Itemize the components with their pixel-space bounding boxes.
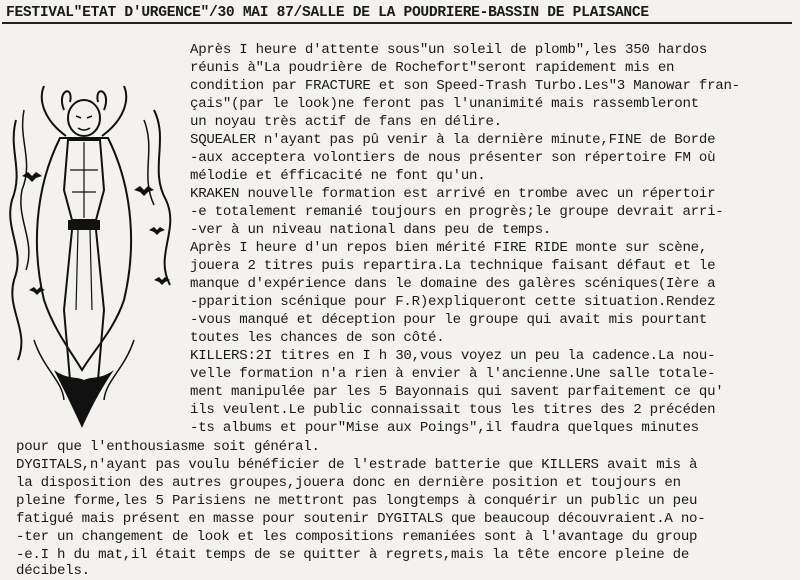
body-line: -ter un changement de look et les compositions remaniées sont à l'avantage du group	[16, 529, 698, 545]
body-line: la disposition des autres groupes,jouera donc en dernière position et toujours en	[16, 475, 681, 491]
body-line: -ver à un niveau national dans peu de temps.	[190, 222, 552, 238]
body-line: toutes les chances de son côté.	[190, 330, 445, 346]
body-line: -aux acceptera volontiers de nous présenter son répertoire FM où	[190, 150, 716, 166]
body-line: -e.I h du mat,il était temps de se quitter à regrets,mais la tête encore pleine de	[16, 547, 690, 563]
body-line: -pparition scénique pour F.R)expliqueront cette situation.Rendez	[190, 294, 716, 310]
body-line: KILLERS:2I titres en I h 30,vous voyez un peu la cadence.La nou-	[190, 348, 716, 364]
body-line: SQUEALER n'ayant pas pû venir à la dernière minute,FINE de Borde	[190, 132, 716, 148]
body-line: un noyau très actif de fans en délire.	[190, 114, 502, 130]
body-line: KRAKEN nouvelle formation est arrivé en trombe avec un répertoir	[190, 186, 716, 202]
body-line: manque d'expérience dans le domaine des galères scéniques(Ière a	[190, 276, 716, 292]
body-line: DYGITALS,n'ayant pas voulu bénéficier de l'estrade batterie que KILLERS avait mis à	[16, 457, 698, 473]
article-title: FESTIVAL"ETAT D'URGENCE"/30 MAI 87/SALLE DE LA POUDRIERE-BASSIN DE PLAISANCE	[6, 5, 649, 21]
body-line: mélodie et éfficacité ne font qu'un.	[190, 168, 486, 184]
body-line: -ts albums et pour"Mise aux Poings",il faudra quelques minutes	[190, 420, 699, 436]
body-line: fatigué mais présent en masse pour soutenir DYGITALS que beaucoup découvraient.A no-	[16, 511, 706, 527]
body-line: ment manipulée par les 5 Bayonnais qui savent parfaitement ce qu'	[190, 384, 724, 400]
body-line: jouera 2 titres puis repartira.La technique faisant défaut et le	[190, 258, 716, 274]
body-line: décibels.	[16, 563, 90, 579]
body-line: pour que l'enthousiasme soit général.	[16, 439, 320, 455]
body-line: ils veulent.Le public connaissait tous les titres des 2 précéden	[190, 402, 716, 418]
body-line: réunis à"La poudrière de Rochefort"seront rapidement mis en	[190, 60, 675, 76]
body-line: -e totalement remanié toujours en progrès;le groupe devrait arri-	[190, 204, 724, 220]
body-line: çais"(par le look)ne feront pas l'unanimité mais rassembleront	[190, 96, 699, 112]
body-line: pleine forme,les 5 Parisiens ne mettront pas longtemps à conquérir un public un peu	[16, 493, 698, 509]
body-line: Après I heure d'attente sous"un soleil de plomb",les 350 hardos	[190, 42, 708, 58]
body-line: condition par FRACTURE et son Speed-Trash Turbo.Les"3 Manowar fran-	[190, 78, 740, 94]
body-line: velle formation n'a rien à envier à l'ancienne.Une salle totale-	[190, 366, 716, 382]
body-line: -vous manqué et déception pour le groupe qui avait mis pourtant	[190, 312, 708, 328]
body-line: Après I heure d'un repos bien mérité FIRE RIDE monte sur scène,	[190, 240, 708, 256]
